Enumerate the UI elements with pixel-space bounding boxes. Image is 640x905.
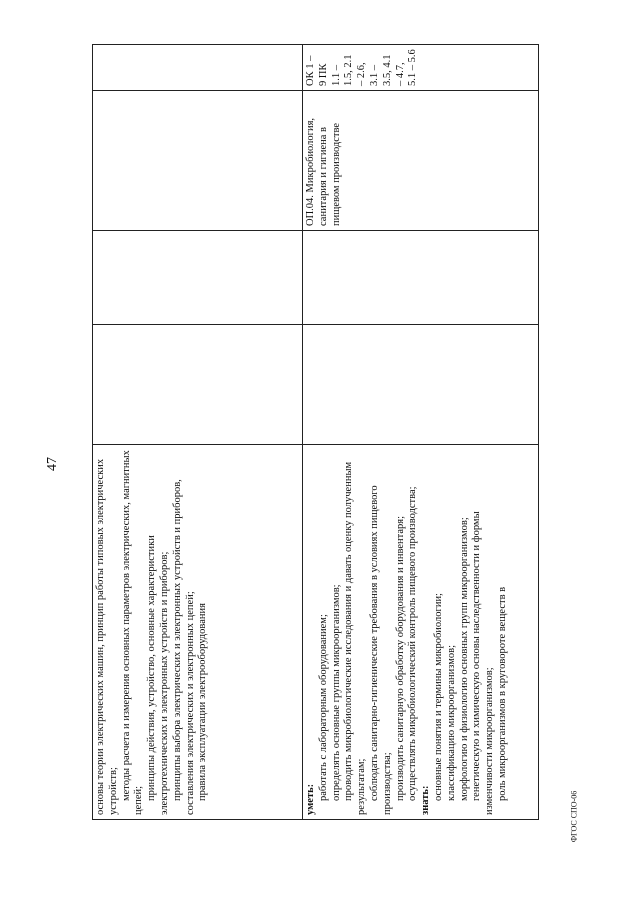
skill-line: осуществлять микробиологический контроль пищевого производства; [407,486,419,801]
knowledge-line: принципы выбора электрических и электронных устройств и приборов, составления электрических и электронных цепей; [171,479,196,815]
competencies-cell [93,45,303,91]
knowledge-line: основные понятия и термины микробиологии; [432,593,444,801]
skill-line: определять основные группы микроорганизмов; [330,584,342,801]
table-row [303,45,539,820]
discipline-cell: ОП.04. Микробиология, санитария и гигиена в пищевом производстве [303,91,539,231]
knowledge-line: основы теории электрических машин, принцип работы типовых электрических устройств; [95,458,119,815]
skills-heading: уметь: [305,783,316,815]
hours2-cell [303,231,539,325]
hours-cell [303,325,539,445]
skill-line: проводить микробиологические исследования и давать оценку полученным результатам; [343,461,368,815]
footer-code: ФГОС СПО-06 [569,790,579,843]
competency-table [92,44,539,820]
knowledge-line: роль микроорганизмов в круговороте веществ в [496,586,508,801]
knowledge-cell [93,445,303,820]
competency-table-wrapper [92,45,539,820]
competencies-cell: ОК 1 – 9 ПК 1.1 – 1.5, 2.1 – 2.6, 3.1 – 3.5, 4.1 – 4.7, 5.1 – 5.6 [303,45,539,91]
skill-line: работать с лабораторным оборудованием; [317,614,329,801]
discipline-cell [93,91,303,231]
page-number: 47 [45,457,60,471]
knowledge-line: генетическую и химическую основы наследственности и формы изменчивости микроорганизмов; [471,511,496,815]
table-row [93,45,303,820]
skill-line: соблюдать санитарно-гигиенические требования в условиях пищевого производства; [368,485,393,815]
knowledge-line: классификацию микроорганизмов; [445,644,457,801]
skills-knowledge-cell [303,445,539,820]
knowledge-line: правила эксплуатации электрооборудования [197,603,209,801]
knowledge-line: морфологию и физиологию основных групп микроорганизмов; [458,517,470,801]
hours-cell [93,325,303,445]
knowledge-line: методы расчета и измерения основных параметров электрических, магнитных цепей; [120,450,145,815]
skill-line: производить санитарную обработку оборудования и инвентаря; [394,515,406,801]
hours2-cell [93,231,303,325]
knowledge-heading: знать: [420,785,432,815]
knowledge-line: принципы действия, устройство, основные характеристики электротехнических и электронных устройств и приборов; [146,535,170,815]
